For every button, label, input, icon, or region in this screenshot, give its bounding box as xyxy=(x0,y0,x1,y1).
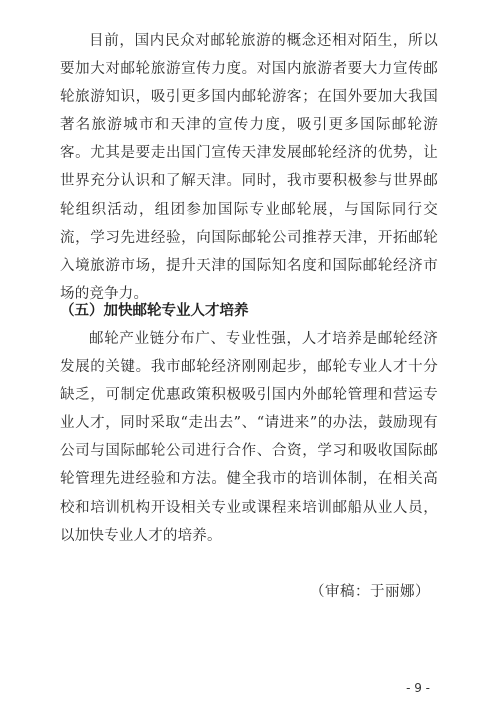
paragraph-talent-training: 邮轮产业链分布广、专业性强，人才培养是邮轮经济发展的关键。我市邮轮经济刚刚起步，邮轮专业人才十分缺乏，可制定优惠政策积极吸引国内外邮轮管理和营运专业人才，同时采取“走出去”、“请进来”的办法，鼓励现有公司与国际邮轮公司进行合作、合资，学习和吸收国际邮轮管理先进经验和方法。健全我市的培训体制，在相关高校和培训机构开设相关专业或课程来培训邮船从业人员，以加快专业人才的培养。 xyxy=(60,331,438,544)
section-heading: （五）加快邮轮专业人才培养 xyxy=(60,303,249,319)
paragraph-promotion: 目前，国内民众对邮轮旅游的概念还相对陌生，所以要加大对邮轮旅游宣传力度。对国内旅游者要大力宣传邮轮旅游知识，吸引更多国内邮轮游客；在国外要加大我国著名旅游城市和天津的宣传力度，吸引更多国际邮轮游客。尤其是要走出国门宣传天津发展邮轮经济的优势，让世界充分认识和了解天津。同时，我市要积极参与世界邮轮组织活动，组团参加国际专业邮轮展，与国际同行交流，学习先进经验，向国际邮轮公司推荐天津，开拓邮轮入境旅游市场，提升天津的国际知名度和国际邮轮经济市场的竞争力。 xyxy=(60,33,438,302)
reviewer-credit: （审稿：于丽娜） xyxy=(310,584,430,600)
page-number: - 9 - xyxy=(406,681,430,695)
